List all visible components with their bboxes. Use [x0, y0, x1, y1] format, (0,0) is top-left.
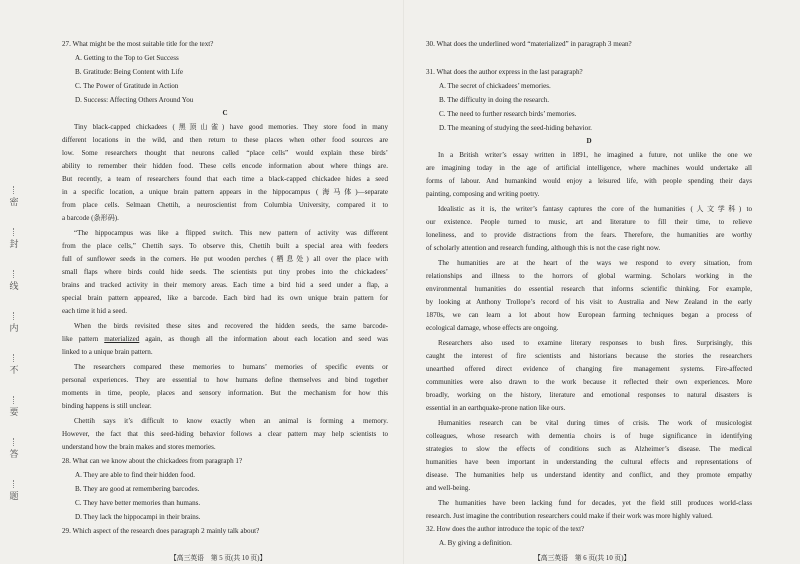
passage-d-line: environmental humanities do essential research that informs scientific thinking. For example,: [426, 285, 752, 293]
passage-c-line: understand how the brain makes and stores memories.: [62, 443, 216, 451]
passage-d-line: 1870s, we can learn a lot about how European farming techniques began a process of: [426, 311, 752, 319]
passage-d-line: by looking at Anthony Trollope’s record of his visit to Australia and New Zealand in the early: [426, 298, 752, 306]
passage-c-line: low. Some researchers thought that neurons called “place cells” would explain these birds’: [62, 149, 388, 157]
passage-c-line: But recently, a team of researchers found that each time a black-capped chickadee hides a seed: [62, 175, 388, 183]
passage-c-line: The researchers compared these memories to humans’ memories of specific events or: [74, 363, 388, 371]
q28-option-c: C. They have better memories than humans.: [75, 499, 201, 507]
q27-option-a: A. Getting to the Top to Get Success: [75, 54, 179, 62]
q27-option-d: D. Success: Affecting Others Around You: [75, 96, 194, 104]
passage-c-line: different locations in the wild, and then return to these places when other food sources are: [62, 136, 388, 144]
passage-d-line: essential in an earthquake-prone nation like ours.: [426, 404, 566, 412]
text-span: again, as though all the information about each location and seed was: [139, 335, 388, 343]
passage-d-line: unearthed offered direct evidence of changing fire management systems. Fire-affected: [426, 365, 752, 373]
passage-c-line: Chettih says it’s difficult to know exactly when an animal is forming a memory.: [74, 417, 388, 425]
passage-d-line: In a British writer’s essay written in 1891, he imagined a future, not unlike the one we: [438, 151, 752, 159]
passage-d-line: caught the interest of fire scientists and historians because the stories the researchers: [426, 352, 752, 360]
passage-d-line: are imagining today in the age of artificial intelligence, where machines would undertake all: [426, 164, 752, 172]
binding-char: 题: [4, 480, 24, 502]
passage-c-line: brains and tracked activity in their memory areas. Each time a bird hid a seed under a flap, a: [62, 281, 388, 289]
q31-option-d: D. The meaning of studying the seed-hiding behavior.: [439, 124, 592, 132]
passage-c-line: from place cells. Selmaan Chettih, a neuroscientist from Columbia University, compared it to: [62, 201, 388, 209]
question-29-stem: 29. Which aspect of the research does paragraph 2 mainly talk about?: [62, 527, 260, 535]
passage-c-line: from the place cells,” Chettih says. To observe this, Chettih built a special area with feeders: [62, 242, 388, 250]
binding-char: 不: [4, 354, 24, 376]
passage-d-line: research. Just imagine the contribution researchers could make if their work was more highly valued.: [426, 512, 713, 520]
passage-d-line: ecological damage, whose effects are ongoing.: [426, 324, 559, 332]
question-30-stem: 30. What does the underlined word “materialized” in paragraph 3 mean?: [426, 40, 632, 48]
q32-option-a: A. By giving a definition.: [439, 539, 512, 547]
binding-char: 密: [4, 186, 24, 208]
passage-c-line: in a specific location, a unique brain pattern appears in the hippocampus (海马体)—separate: [62, 188, 388, 196]
passage-c-line: linked to a unique brain pattern.: [62, 348, 153, 356]
binding-char: 线: [4, 270, 24, 292]
q28-option-a: A. They are able to find their hidden food.: [75, 471, 196, 479]
section-d-heading: D: [586, 137, 592, 145]
passage-c-line: a barcode (条形码).: [62, 214, 119, 222]
passage-c-line: moments in time, people, places and sensory information. But the mechanism for how this: [62, 389, 388, 397]
passage-c-line: binding happens is still unclear.: [62, 402, 152, 410]
passage-d-line: strategies to slow the effects of conditions such as Alzheimer’s disease. The medical: [426, 445, 752, 453]
passage-d-line: relationships and illness to the horrors of global warming. Scholars working in the: [426, 272, 752, 280]
passage-c-line: personal experiences. They are essential to how humans define themselves and bind together: [62, 376, 388, 384]
page-fold: [403, 0, 404, 564]
passage-c-line: full of sunflower seeds in the corners. He put wooden perches (栖息处) all over the place with: [62, 255, 388, 263]
q27-option-b: B. Gratitude: Being Content with Life: [75, 68, 183, 76]
passage-d-line: communities were also drawn to the work because it reflected their own experiences. More: [426, 378, 752, 386]
section-c-heading: C: [222, 109, 228, 117]
binding-char: 答: [4, 438, 24, 460]
passage-c-line: “The hippocampus was like a flipped switch. This new pattern of activity was different: [74, 229, 388, 237]
passage-d-line: The humanities have been lacking fund for decades, yet the field still produces world-class: [438, 499, 752, 507]
q27-option-c: C. The Power of Gratitude in Action: [75, 82, 179, 90]
q28-option-b: B. They are good at remembering barcodes.: [75, 485, 200, 493]
right-page: [426, 0, 752, 564]
passage-d-line: painting, composing and writing poetry.: [426, 190, 540, 198]
question-28-stem: 28. What can we know about the chickadees from paragraph 1?: [62, 457, 243, 465]
passage-c-line: small flaps where birds could hide seeds. The scientists put tiny probes into the chickadees’: [62, 268, 388, 276]
q31-option-c: C. The need to further research birds’ memories.: [439, 110, 577, 118]
passage-d-line: broadly, working on the history, literature and emotional responses to natural disasters is: [426, 391, 752, 399]
passage-c-line: each time it hid a seed.: [62, 307, 128, 315]
binding-margin: [4, 186, 24, 522]
left-page: [62, 0, 388, 564]
passage-c-line: special brain pattern appeared, like a barcode. Each bird had its own unique brain pattern for: [62, 294, 388, 302]
underlined-word: materialized: [104, 335, 140, 343]
passage-d-line: Idealistic as it is, the writer’s fantasy captures the core of the humanities (人文学科) to: [438, 205, 752, 213]
binding-char: 封: [4, 228, 24, 250]
passage-d-line: Humanities research can be vital during times of crisis. The work of musicologist: [438, 419, 752, 427]
binding-char: 要: [4, 396, 24, 418]
passage-d-line: humanities have been important in understanding the cultural effects and representations of: [426, 458, 752, 466]
q31-option-b: B. The difficulty in doing the research.: [439, 96, 550, 104]
passage-c-line: However, the fact that this seed-hiding behavior follows a clear pattern may help scientists to: [62, 430, 388, 438]
passage-d-line: our existence. People turned to music, art and literature to fill their time, to relieve: [426, 218, 752, 226]
passage-d-line: disease. The humanities help us understand identity and conflict, and they promote empathy: [426, 471, 752, 479]
passage-d-line: loneliness, and to provide distractions from the fears. Therefore, the humanities are worthy: [426, 231, 752, 239]
passage-d-line: Researchers also used to examine literary responses to bush fires. Surprisingly, this: [438, 339, 752, 347]
passage-d-line: The humanities are at the heart of the ways we respond to every situation, from: [438, 259, 752, 267]
binding-char: 内: [4, 312, 24, 334]
passage-d-line: forms of labour. And humankind would enjoy a leisured life, with people spending their days: [426, 177, 752, 185]
text-span: like pattern: [62, 335, 105, 343]
q31-option-a: A. The secret of chickadees’ memories.: [439, 82, 551, 90]
question-32-stem: 32. How does the author introduce the topic of the text?: [426, 525, 585, 533]
passage-d-line: of scholarly attention and research funding, although this is not the case right now.: [426, 244, 661, 252]
passage-d-line: colleagues, whose research with dementia choirs is of huge significance in identifying: [426, 432, 752, 440]
passage-c-line: Tiny black-capped chickadees (黑顶山雀) have good memories. They store food in many: [74, 123, 388, 131]
page-footer: 【高三英语 第 6 页(共 10 页)】: [534, 555, 631, 562]
q28-option-d: D. They lack the hippocampi in their brains.: [75, 513, 201, 521]
passage-d-line: and well-being.: [426, 484, 471, 492]
question-27-stem: 27. What might be the most suitable title for the text?: [62, 40, 214, 48]
question-31-stem: 31. What does the author express in the last paragraph?: [426, 68, 583, 76]
passage-c-line: When the birds revisited these sites and recovered the hidden seeds, the same barcode-: [74, 322, 388, 330]
page-footer: 【高三英语 第 5 页(共 10 页)】: [170, 555, 267, 562]
passage-c-line: ability to remember their hidden food. These cells encode information about where things are.: [62, 162, 388, 170]
passage-c-line-underlined: [62, 333, 388, 345]
